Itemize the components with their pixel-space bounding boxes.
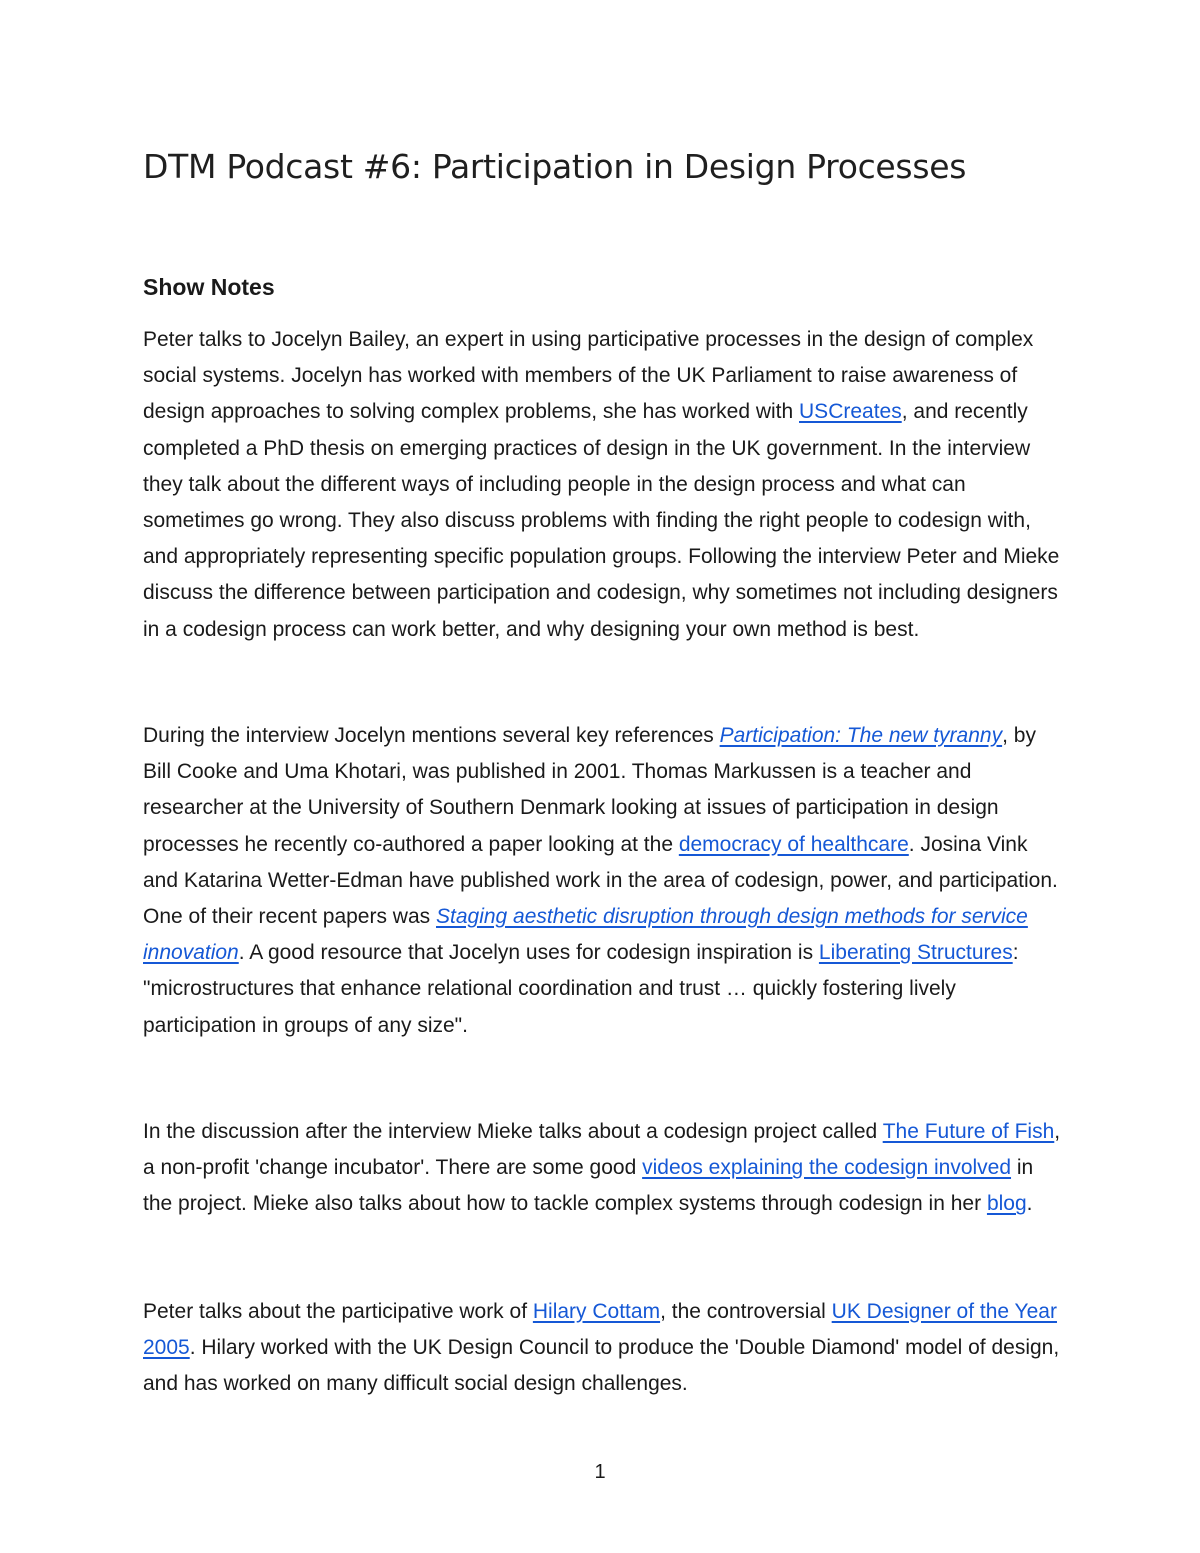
link-democracy-of-healthcare[interactable]: democracy of healthcare — [678, 832, 909, 856]
paragraph-text: , by Bill Cooke and Uma Khotari, was published in 2001. Thomas Markussen is a teacher and researcher at the University of Southern Denmark looking at issues of participation in design processes he recently co-authored a paper looking at the — [143, 724, 1036, 856]
paragraph-text: . — [1026, 1192, 1033, 1216]
page-number: 1 — [594, 1461, 606, 1483]
link-videos-codesign[interactable]: videos explaining the codesign involved — [642, 1156, 1012, 1180]
link-participation-new-tyranny[interactable]: Participation: The new tyranny — [719, 724, 1003, 747]
paragraph-text: . Josina Vink and Katarina Wetter-Edman have published work in the area of codesign, power, and participation. One of their recent papers was — [143, 832, 1058, 929]
paragraph-text: . A good resource that Jocelyn uses for codesign inspiration is — [238, 941, 819, 965]
link-blog[interactable]: blog — [986, 1192, 1027, 1216]
page-title: DTM Podcast #6: Participation in Design Processes — [143, 147, 967, 186]
paragraph-text: , the controversial — [660, 1300, 832, 1323]
paragraph-text: In the discussion after the interview Mieke talks about a codesign project called — [143, 1120, 883, 1143]
paragraph-text: During the interview Jocelyn mentions several key references — [143, 724, 720, 747]
paragraph-text: . Hilary worked with the UK Design Council to produce the 'Double Diamond' model of design, and has worked on many difficult social design challenges. — [143, 1336, 1060, 1396]
paragraph-text: : "microstructures that enhance relational coordination and trust … quickly fostering lively participation in groups of any size". — [143, 941, 1019, 1037]
paragraph-intro — [143, 322, 1063, 648]
paragraph-text: , a non-profit 'change incubator'. There are some good — [143, 1120, 1061, 1180]
paragraph-text: Peter talks about the participative work of — [143, 1300, 533, 1323]
link-uk-designer-of-the-year[interactable]: UK Designer of the Year 2005 — [143, 1300, 1057, 1360]
paragraph-text: , and recently completed a PhD thesis on emerging practices of design in the UK government. In the interview they talk about the different ways of including people in the design process and what can sometimes go wrong. They also discuss problems with finding the right people to codesign with, and appropriately representing specific population groups. Following the interview Peter and Mieke discuss the difference between participation and codesign, why sometimes not including designers in a codesign process can work better, and why designing your own method is best. — [143, 400, 1060, 641]
paragraph-hilary-cottam — [143, 1294, 1063, 1403]
paragraph-discussion — [143, 1114, 1063, 1223]
paragraph-text: in the project. Mieke also talks about how to tackle complex systems through codesign in her — [143, 1156, 1034, 1216]
link-staging-aesthetic-disruption[interactable]: Staging aesthetic disruption through design methods for service innovation — [143, 905, 1028, 965]
link-future-of-fish[interactable]: The Future of Fish — [882, 1120, 1055, 1143]
link-hilary-cottam[interactable]: Hilary Cottam — [532, 1300, 661, 1323]
paragraph-references — [143, 718, 1063, 1044]
section-heading: Show Notes — [143, 274, 275, 300]
link-uscreates[interactable]: USCreates — [799, 400, 902, 424]
link-liberating-structures[interactable]: Liberating Structures — [818, 941, 1013, 965]
paragraph-text: Peter talks to Jocelyn Bailey, an expert in using participative processes in the design of complex social systems. Jocelyn has worked with members of the UK Parliament to raise awareness of design approaches to solving complex problems, she has worked with — [143, 328, 1034, 424]
